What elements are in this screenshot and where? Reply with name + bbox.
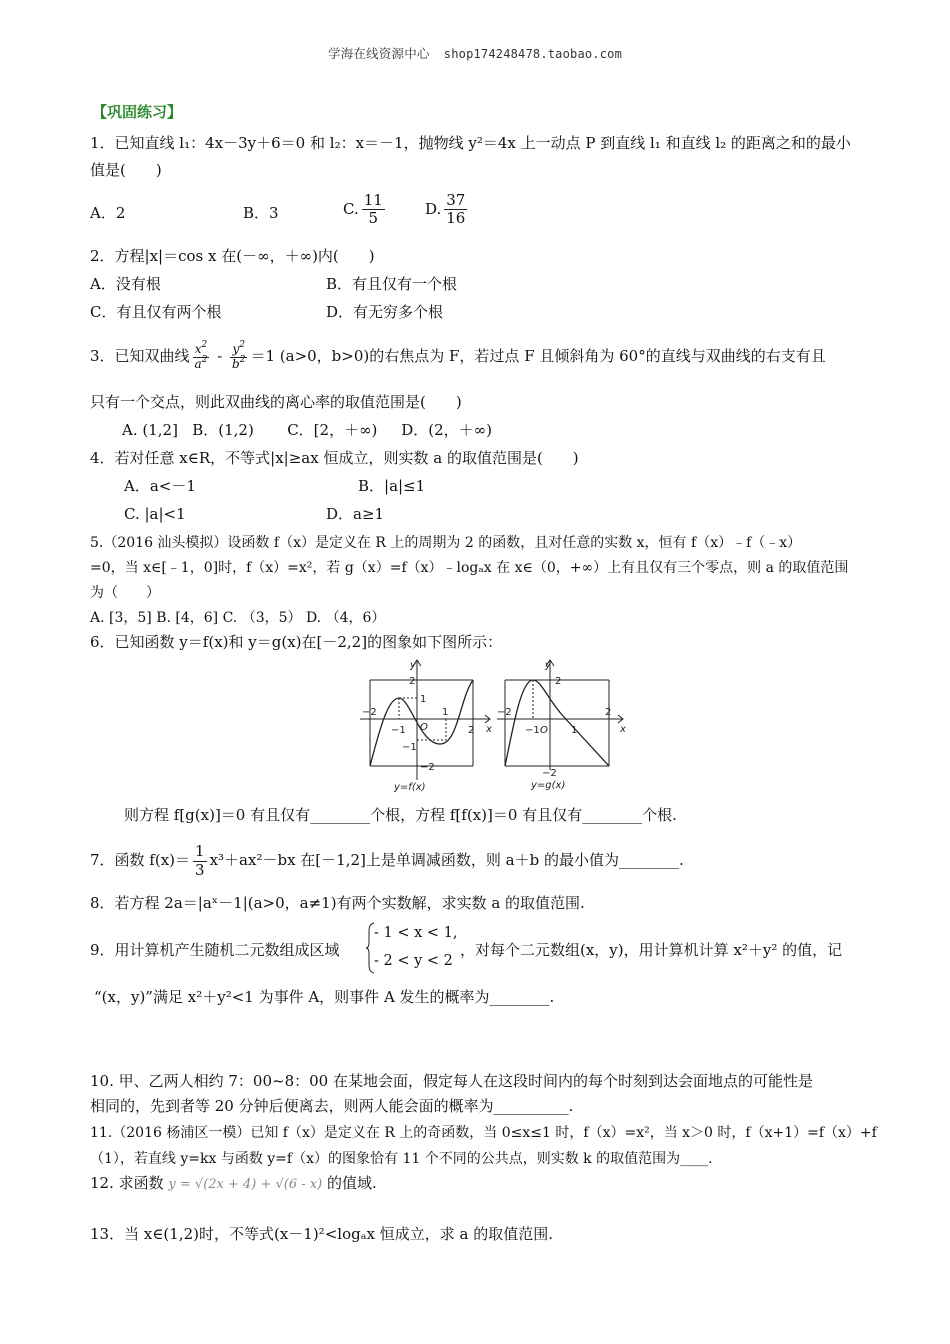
q3-minus: - — [212, 347, 228, 365]
q5-line3: 为（ ） — [90, 585, 160, 601]
graph-f — [358, 658, 498, 796]
q1-option-d — [425, 192, 470, 228]
frac-num: $x^2$ — [193, 343, 210, 358]
q12-prefix: 12. 求函数 — [90, 1174, 164, 1192]
svg-text:−1: −1 — [525, 725, 540, 736]
q1-option-d-prefix: D. — [425, 199, 442, 218]
q2-option-d: D．有无穷多个根 — [326, 303, 444, 321]
q4-option-b: B．|a|≤1 — [358, 477, 426, 495]
section-title: 【巩固练习】 — [92, 103, 183, 121]
q1-option-c-fraction — [362, 192, 385, 228]
q13-stem: 13．当 x∈(1,2)时，不等式(x－1)²<logₐx 恒成立，求 a 的取值范围. — [90, 1225, 553, 1243]
q9-condition-y: - 2 < y < 2 — [374, 953, 453, 969]
q2-option-b: B．有且仅有一个根 — [326, 275, 458, 293]
curve-g — [505, 680, 612, 766]
q2-option-a: A．没有根 — [90, 275, 161, 293]
q3-line1 — [90, 332, 826, 380]
svg-text:−2: −2 — [497, 707, 512, 718]
svg-text:x: x — [620, 724, 626, 735]
svg-text:−1: −1 — [391, 725, 406, 736]
q1-line1: 1．已知直线 l₁：4x－3y＋6＝0 和 l₂：x＝－1，抛物线 y²＝4x 上一动点 P 到直线 l₁ 和直线 l₂ 的距离之和的最小 — [90, 134, 851, 152]
q12-line — [90, 1173, 377, 1195]
q1-option-d-fraction — [444, 192, 467, 228]
svg-text:y=g(x): y=g(x) — [531, 780, 566, 791]
svg-text:O: O — [420, 722, 428, 733]
q4-option-c: C. |a|<1 — [124, 505, 186, 523]
svg-text:2: 2 — [409, 676, 416, 687]
svg-text:1: 1 — [420, 694, 427, 705]
svg-text:2: 2 — [605, 707, 612, 718]
header-site: 学海在线资源中心 — [328, 46, 430, 61]
q7-fraction — [193, 843, 207, 879]
q3-line2: 只有一个交点，则此双曲线的离心率的取值范围是( ) — [90, 393, 462, 411]
q6-stem: 6．已知函数 y＝f(x)和 y＝g(x)在[－2,2]的图象如下图所示： — [90, 633, 503, 651]
svg-text:x: x — [486, 724, 492, 735]
q3-equation: ＝1 (a>0，b>0)的右焦点为 F，若过点 F 且倾斜角为 60°的直线与双曲线的右支有且 — [250, 347, 826, 365]
frac-den: 5 — [368, 209, 379, 228]
q10-line1: 10. 甲、乙两人相约 7：00~8：00 在某地会面，假定每人在这段时间内的每个时刻到达会面地点的可能性是 — [90, 1072, 813, 1090]
graph-g — [495, 658, 630, 796]
q1-option-a: A．2 — [90, 204, 126, 222]
q8-stem: 8．若方程 2a＝|aˣ－1|(a>0，a≠1)有两个实数解，求实数 a 的取值范围. — [90, 894, 585, 912]
svg-text:−2: −2 — [542, 768, 557, 779]
svg-text:O: O — [540, 725, 548, 736]
frac-num: 1 — [195, 842, 205, 861]
svg-text:2: 2 — [555, 676, 562, 687]
q11-line1: 11.（2016 杨浦区一模）已知 f（x）是定义在 R 上的奇函数，当 0≤x≤1 时，f（x）=x²，当 x＞0 时，f（x+1）=f（x）+f — [90, 1125, 877, 1141]
q12-suffix: 的值域. — [327, 1174, 377, 1192]
svg-text:y: y — [545, 660, 551, 671]
q1-option-c — [343, 192, 388, 228]
frac-den: $a^2$ — [194, 354, 208, 371]
q9-rest: ，对每个二元数组(x，y)，用计算机计算 x²＋y² 的值，记 — [460, 941, 843, 959]
svg-text:2: 2 — [468, 725, 475, 736]
svg-text:−2: −2 — [362, 707, 377, 718]
q7-rest: x³＋ax²－bx 在[－1,2]上是单调减函数，则 a＋b 的最小值为________. — [209, 851, 684, 869]
q3-frac-y — [230, 339, 247, 372]
svg-text:1: 1 — [571, 725, 578, 736]
svg-text:y: y — [410, 660, 416, 671]
frac-den: $b^2$ — [232, 354, 246, 371]
q11-line2: （1），若直线 y=kx 与函数 y=f（x）的图象恰有 11 个不同的公共点，则实数 k 的取值范围为____. — [90, 1151, 713, 1167]
q4-option-a: A．a<－1 — [124, 477, 196, 495]
q9-condition-x: - 1 < x < 1, — [374, 925, 458, 941]
svg-text:−2: −2 — [420, 762, 435, 773]
frac-num: 11 — [363, 191, 383, 209]
frac-den: 16 — [446, 209, 466, 228]
frac-num: 37 — [446, 191, 466, 209]
q5-options: A. [3，5] B. [4，6] C. （3，5） D. （4，6） — [90, 610, 386, 626]
frac-den: 3 — [195, 860, 205, 879]
q4-stem: 4．若对任意 x∈R，不等式|x|≥ax 恒成立，则实数 a 的取值范围是( ) — [90, 449, 579, 467]
q5-line2: =0，当 x∈[﹣1，0]时，f（x）=x²，若 g（x）=f（x）﹣logₐx 在 x∈（0，+∞）上有且仅有三个零点，则 a 的取值范围 — [90, 560, 849, 576]
q7-line — [90, 840, 684, 880]
q1-option-b: B．3 — [243, 204, 279, 222]
header-shop: shop174248478.taobao.com — [443, 47, 622, 61]
q9-line2: “(x，y)”满足 x²＋y²<1 为事件 A，则事件 A 发生的概率为________. — [94, 988, 555, 1006]
q2-stem: 2．方程|x|＝cos x 在(－∞，＋∞)内( ) — [90, 247, 375, 265]
svg-text:1: 1 — [442, 707, 449, 718]
svg-text:−1: −1 — [402, 742, 417, 753]
frac-num: $y^2$ — [230, 343, 247, 358]
page-header — [0, 44, 950, 62]
q3-frac-x — [193, 339, 210, 372]
q6-answer: 则方程 f[g(x)]＝0 有且仅有________个根，方程 f[f(x)]＝0 有且仅有________个根. — [124, 806, 677, 824]
q1-option-c-prefix: C. — [343, 199, 359, 218]
q9-prefix: 9．用计算机产生随机二元数组成区域 — [90, 941, 340, 959]
q1-line2: 值是( ) — [90, 161, 162, 179]
q10-line2: 相同的，先到者等 20 分钟后便离去，则两人能会面的概率为__________. — [90, 1097, 574, 1115]
q12-formula: y = √(2x + 4) + √(6 - x) — [168, 1177, 323, 1192]
q7-prefix: 7．函数 f(x)＝ — [90, 851, 191, 869]
q5-line1: 5.（2016 汕头模拟）设函数 f（x）是定义在 R 上的周期为 2 的函数，且对任意的实数 x，恒有 f（x）﹣f（﹣x） — [90, 535, 802, 551]
q3-prefix: 3．已知双曲线 — [90, 347, 190, 365]
svg-text:y=f(x): y=f(x) — [394, 782, 426, 793]
q3-options: A. (1,2] B．(1,2) C．[2，＋∞) D．(2，＋∞) — [122, 421, 493, 439]
q4-option-d: D．a≥1 — [326, 505, 385, 523]
q2-option-c: C．有且仅有两个根 — [90, 303, 222, 321]
